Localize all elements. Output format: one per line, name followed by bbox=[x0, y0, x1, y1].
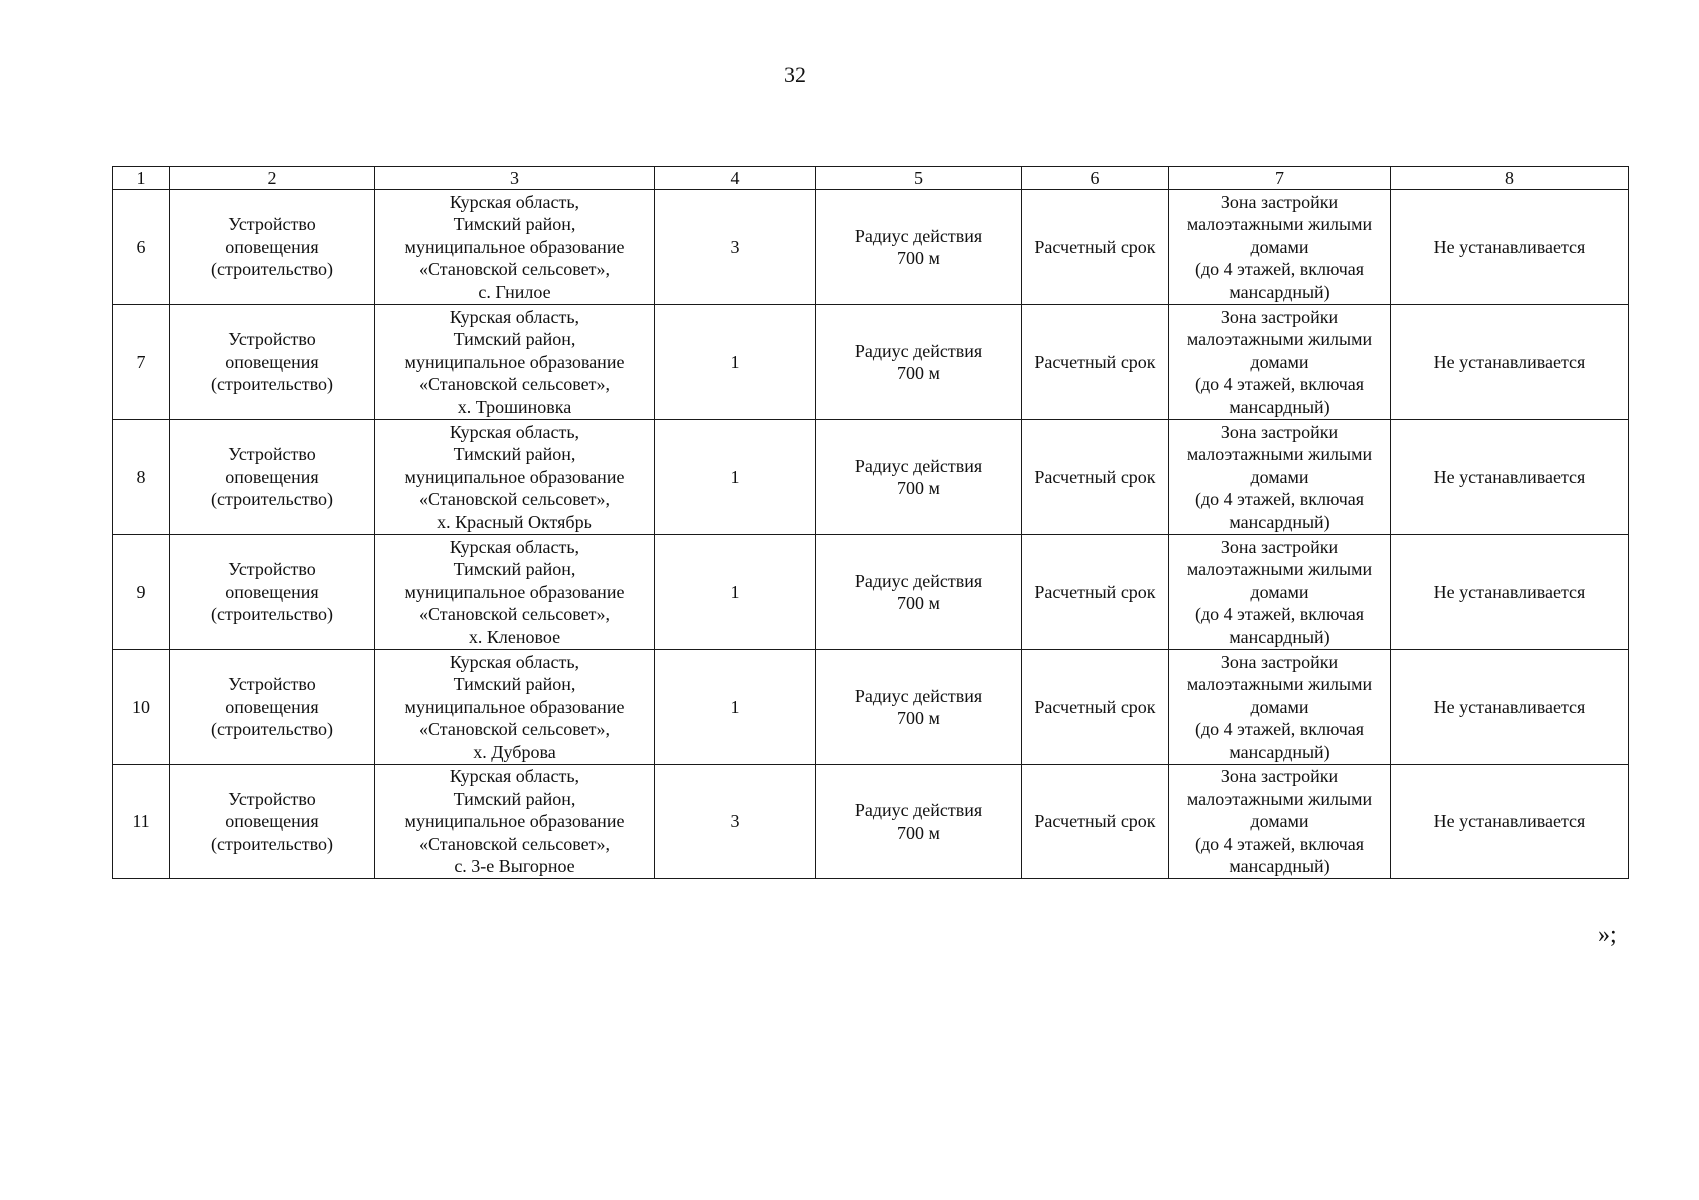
column-header: 5 bbox=[816, 167, 1022, 190]
row-number-cell: 7 bbox=[113, 305, 170, 420]
row-number-cell: 11 bbox=[113, 765, 170, 879]
restriction-cell: Не устанавливается bbox=[1391, 190, 1629, 305]
zone-cell: Зона застройки малоэтажными жилыми домами (до 4 этажей, включая мансардный) bbox=[1169, 765, 1391, 879]
term-cell: Расчетный срок bbox=[1022, 535, 1169, 650]
characteristics-cell: Радиус действия 700 м bbox=[816, 305, 1022, 420]
characteristics-cell: Радиус действия 700 м bbox=[816, 190, 1022, 305]
object-cell: Устройство оповещения (строительство) bbox=[170, 765, 375, 879]
header-row bbox=[113, 167, 1629, 190]
characteristics-cell: Радиус действия 700 м bbox=[816, 765, 1022, 879]
table-row bbox=[113, 190, 1629, 305]
count-cell: 3 bbox=[655, 190, 816, 305]
term-cell: Расчетный срок bbox=[1022, 190, 1169, 305]
zone-cell: Зона застройки малоэтажными жилыми домами (до 4 этажей, включая мансардный) bbox=[1169, 190, 1391, 305]
restriction-cell: Не устанавливается bbox=[1391, 535, 1629, 650]
row-number-cell: 8 bbox=[113, 420, 170, 535]
restriction-cell: Не устанавливается bbox=[1391, 420, 1629, 535]
object-cell: Устройство оповещения (строительство) bbox=[170, 190, 375, 305]
page-number: 32 bbox=[784, 62, 806, 87]
location-cell: Курская область, Тимский район, муниципальное образование «Становской сельсовет», х. Дуброва bbox=[375, 650, 655, 765]
count-cell: 1 bbox=[655, 305, 816, 420]
column-header: 3 bbox=[375, 167, 655, 190]
table-row bbox=[113, 535, 1629, 650]
object-cell: Устройство оповещения (строительство) bbox=[170, 535, 375, 650]
term-cell: Расчетный срок bbox=[1022, 765, 1169, 879]
table-row bbox=[113, 420, 1629, 535]
object-cell: Устройство оповещения (строительство) bbox=[170, 305, 375, 420]
characteristics-cell: Радиус действия 700 м bbox=[816, 535, 1022, 650]
zone-cell: Зона застройки малоэтажными жилыми домами (до 4 этажей, включая мансардный) bbox=[1169, 305, 1391, 420]
column-header: 1 bbox=[113, 167, 170, 190]
location-cell: Курская область, Тимский район, муниципальное образование «Становской сельсовет», х. Трошиновка bbox=[375, 305, 655, 420]
objects-table bbox=[112, 166, 1629, 879]
count-cell: 1 bbox=[655, 535, 816, 650]
object-cell: Устройство оповещения (строительство) bbox=[170, 650, 375, 765]
location-cell: Курская область, Тимский район, муниципальное образование «Становской сельсовет», х. Красный Октябрь bbox=[375, 420, 655, 535]
term-cell: Расчетный срок bbox=[1022, 420, 1169, 535]
table-row bbox=[113, 765, 1629, 879]
column-header: 6 bbox=[1022, 167, 1169, 190]
column-header: 8 bbox=[1391, 167, 1629, 190]
location-cell: Курская область, Тимский район, муниципальное образование «Становской сельсовет», с. Гнилое bbox=[375, 190, 655, 305]
table-row bbox=[113, 650, 1629, 765]
characteristics-cell: Радиус действия 700 м bbox=[816, 420, 1022, 535]
count-cell: 1 bbox=[655, 420, 816, 535]
row-number-cell: 6 bbox=[113, 190, 170, 305]
row-number-cell: 9 bbox=[113, 535, 170, 650]
object-cell: Устройство оповещения (строительство) bbox=[170, 420, 375, 535]
restriction-cell: Не устанавливается bbox=[1391, 765, 1629, 879]
column-header: 4 bbox=[655, 167, 816, 190]
restriction-cell: Не устанавливается bbox=[1391, 650, 1629, 765]
zone-cell: Зона застройки малоэтажными жилыми домами (до 4 этажей, включая мансардный) bbox=[1169, 535, 1391, 650]
count-cell: 1 bbox=[655, 650, 816, 765]
characteristics-cell: Радиус действия 700 м bbox=[816, 650, 1022, 765]
count-cell: 3 bbox=[655, 765, 816, 879]
table-row bbox=[113, 305, 1629, 420]
row-number-cell: 10 bbox=[113, 650, 170, 765]
column-header: 7 bbox=[1169, 167, 1391, 190]
restriction-cell: Не устанавливается bbox=[1391, 305, 1629, 420]
term-cell: Расчетный срок bbox=[1022, 305, 1169, 420]
location-cell: Курская область, Тимский район, муниципальное образование «Становской сельсовет», с. 3-е Выгорное bbox=[375, 765, 655, 879]
term-cell: Расчетный срок bbox=[1022, 650, 1169, 765]
zone-cell: Зона застройки малоэтажными жилыми домами (до 4 этажей, включая мансардный) bbox=[1169, 420, 1391, 535]
closing-quote-mark: »; bbox=[1598, 922, 1617, 948]
column-header: 2 bbox=[170, 167, 375, 190]
zone-cell: Зона застройки малоэтажными жилыми домами (до 4 этажей, включая мансардный) bbox=[1169, 650, 1391, 765]
location-cell: Курская область, Тимский район, муниципальное образование «Становской сельсовет», х. Кленовое bbox=[375, 535, 655, 650]
